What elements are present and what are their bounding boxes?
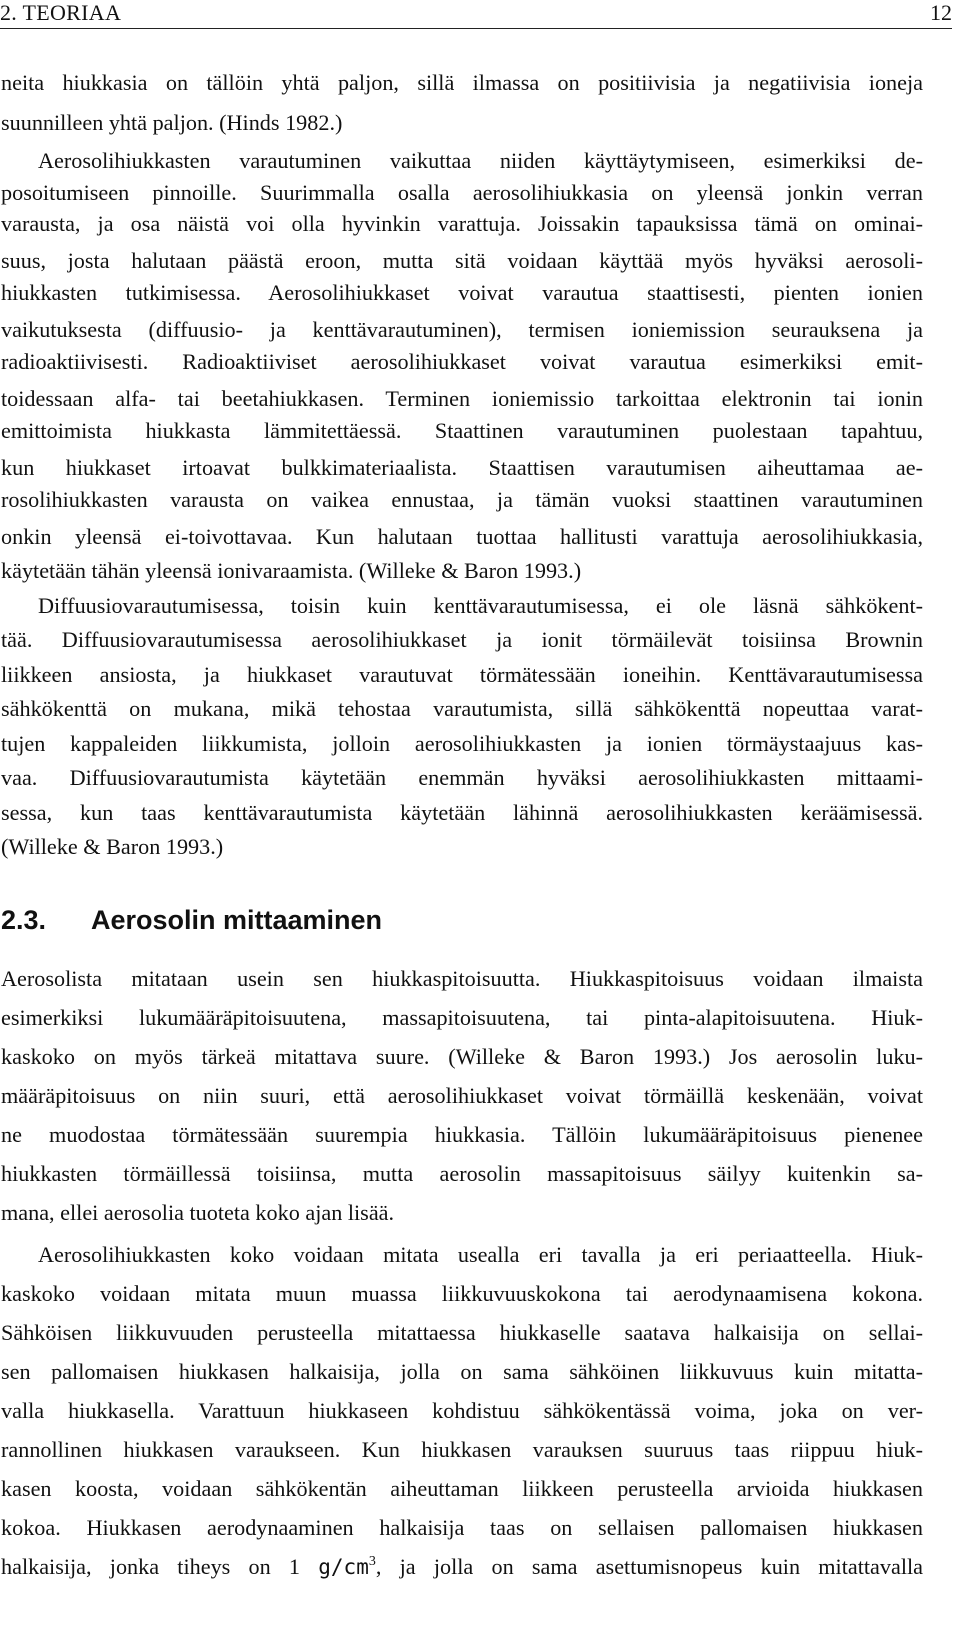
text-line: vaa. Diffuusiovarautumista käytetään enemmän hyväksi aerosolihiukkasten mittaami- <box>1 765 923 790</box>
text-segment: halkaisija, jonka tiheys on 1 <box>1 1554 301 1579</box>
text-line: Diffuusiovarautumisessa, toisin kuin kenttävarautumisessa, ei ole läsnä sähkökent- <box>38 593 923 618</box>
text-line: kaskoko voidaan mitata muun muassa liikkuvuuskokona tai aerodynaamisena kokona. <box>1 1281 923 1306</box>
text-line: Sähköisen liikkuvuuden perusteella mitattaessa hiukkaselle saatava halkaisija on sellai- <box>1 1320 923 1345</box>
text-segment: , ja jolla on sama asettumisnopeus kuin mitattavalla <box>375 1554 923 1579</box>
text-line: suunnilleen yhtä paljon. (Hinds 1982.) <box>1 110 343 135</box>
page-number: 12 <box>930 0 952 25</box>
text-line: neita hiukkasia on tällöin yhtä paljon, sillä ilmassa on positiivisia ja negatiivisia ioneja <box>1 70 923 95</box>
text-line: tää. Diffuusiovarautumisessa aerosolihiukkaset ja ionit törmäilevät toisiinsa Brownin <box>1 627 923 652</box>
text-line: hiukkasten törmäillessä toisiinsa, mutta aerosolin massapitoisuus säilyy kuitenkin sa- <box>1 1161 923 1186</box>
text-line: hiukkasten tutkimisessa. Aerosolihiukkaset voivat varautua staattisesti, pienten ionien <box>1 280 923 305</box>
text-line: Aerosolihiukkasten koko voidaan mitata usealla eri tavalla ja eri periaatteella. Hiuk- <box>38 1242 923 1267</box>
chapter-title: 2. TEORIAA <box>0 0 122 25</box>
text-line: kun hiukkaset irtoavat bulkkimateriaalista. Staattisen varautumisen aiheuttamaa ae- <box>1 455 923 480</box>
text-line: kasen koosta, voidaan sähkökentän aiheuttaman liikkeen perusteella arvioida hiukkasen <box>1 1476 923 1501</box>
section-heading <box>1 900 382 940</box>
text-line: liikkeen ansiosta, ja hiukkaset varautuvat törmätessään ioneihin. Kenttävarautumisessa <box>1 662 923 687</box>
text-line: rannollinen hiukkasen varaukseen. Kun hiukkasen varauksen suuruus taas riippuu hiuk- <box>1 1437 923 1462</box>
section-title: Aerosolin mittaaminen <box>91 905 383 935</box>
text-line: Aerosolihiukkasten varautuminen vaikuttaa niiden käyttäytymiseen, esimerkiksi de- <box>38 148 923 173</box>
text-line: emittoimista hiukkasta lämmitettäessä. Staattinen varautuminen puolestaan tapahtuu, <box>1 418 923 443</box>
text-line: kaskoko on myös tärkeä mitattava suure. (Willeke & Baron 1993.) Jos aerosolin luku- <box>1 1044 923 1069</box>
text-line: suus, josta halutaan päästä eroon, mutta sitä voidaan käyttää myös hyväksi aerosoli- <box>1 248 923 273</box>
header-rule <box>0 28 952 29</box>
text-line: (Willeke & Baron 1993.) <box>1 834 224 859</box>
text-line: kokoa. Hiukkasen aerodynaaminen halkaisija taas on sellaisen pallomaisen hiukkasen <box>1 1515 923 1540</box>
running-header <box>0 0 952 30</box>
text-line-with-unit <box>1 1551 923 1583</box>
text-line: sen pallomaisen hiukkasen halkaisija, jolla on sama sähköinen liikkuvuus kuin mitatta- <box>1 1359 923 1384</box>
text-line: määräpitoisuus on niin suuri, että aerosolihiukkaset voivat törmäillä keskenään, voivat <box>1 1083 923 1108</box>
text-line: varausta, ja osa näistä voi olla hyvinkin varattuja. Joissakin tapauksissa tämä on ominai- <box>1 211 923 236</box>
text-line: tujen kappaleiden liikkumista, jolloin aerosolihiukkasten ja ionien törmäystaajuus kas- <box>1 731 923 756</box>
text-line: radioaktiivisesti. Radioaktiiviset aerosolihiukkaset voivat varautua esimerkiksi emit- <box>1 349 923 374</box>
text-line: posoitumiseen pinnoille. Suurimmalla osalla aerosolihiukkasia on yleensä jonkin verran <box>1 180 923 205</box>
section-number: 2.3. <box>1 905 47 935</box>
text-line: vaikutuksesta (diffuusio- ja kenttävarautuminen), termisen ioniemission seurauksena ja <box>1 317 923 342</box>
text-line: käytetään tähän yleensä ionivaraamista. (Willeke & Baron 1993.) <box>1 558 582 583</box>
text-line: toidessaan alfa- tai beetahiukkasen. Terminen ioniemissio tarkoittaa elektronin tai ionin <box>1 386 923 411</box>
text-line: sähkökenttä on mukana, mikä tehostaa varautumista, sillä sähkökenttä nopeuttaa varat- <box>1 696 923 721</box>
text-line: sessa, kun taas kenttävarautumista käytetään lähinnä aerosolihiukkasten keräämisessä. <box>1 800 923 825</box>
text-line: onkin yleensä ei-toivottavaa. Kun halutaan tuottaa hallitusti varattuja aerosolihiukkasia, <box>1 524 923 549</box>
text-line: Aerosolista mitataan usein sen hiukkaspitoisuutta. Hiukkaspitoisuus voidaan ilmaista <box>1 966 923 991</box>
text-line: rosolihiukkasten varausta on vaikea ennustaa, ja tämän vuoksi staattinen varautuminen <box>1 487 923 512</box>
unit-exponent: 3 <box>368 1554 376 1569</box>
text-line: ne muodostaa törmätessään suurempia hiukkasia. Tällöin lukumääräpitoisuus pienenee <box>1 1122 923 1147</box>
text-line: mana, ellei aerosolia tuoteta koko ajan lisää. <box>1 1200 395 1225</box>
text-line: valla hiukkasella. Varattuun hiukkaseen kohdistuu sähkökentässä voima, joka on ver- <box>1 1398 923 1423</box>
density-unit: g/cm <box>318 1555 369 1579</box>
text-line: esimerkiksi lukumääräpitoisuutena, massapitoisuutena, tai pinta-alapitoisuutena. Hiuk- <box>1 1005 923 1030</box>
